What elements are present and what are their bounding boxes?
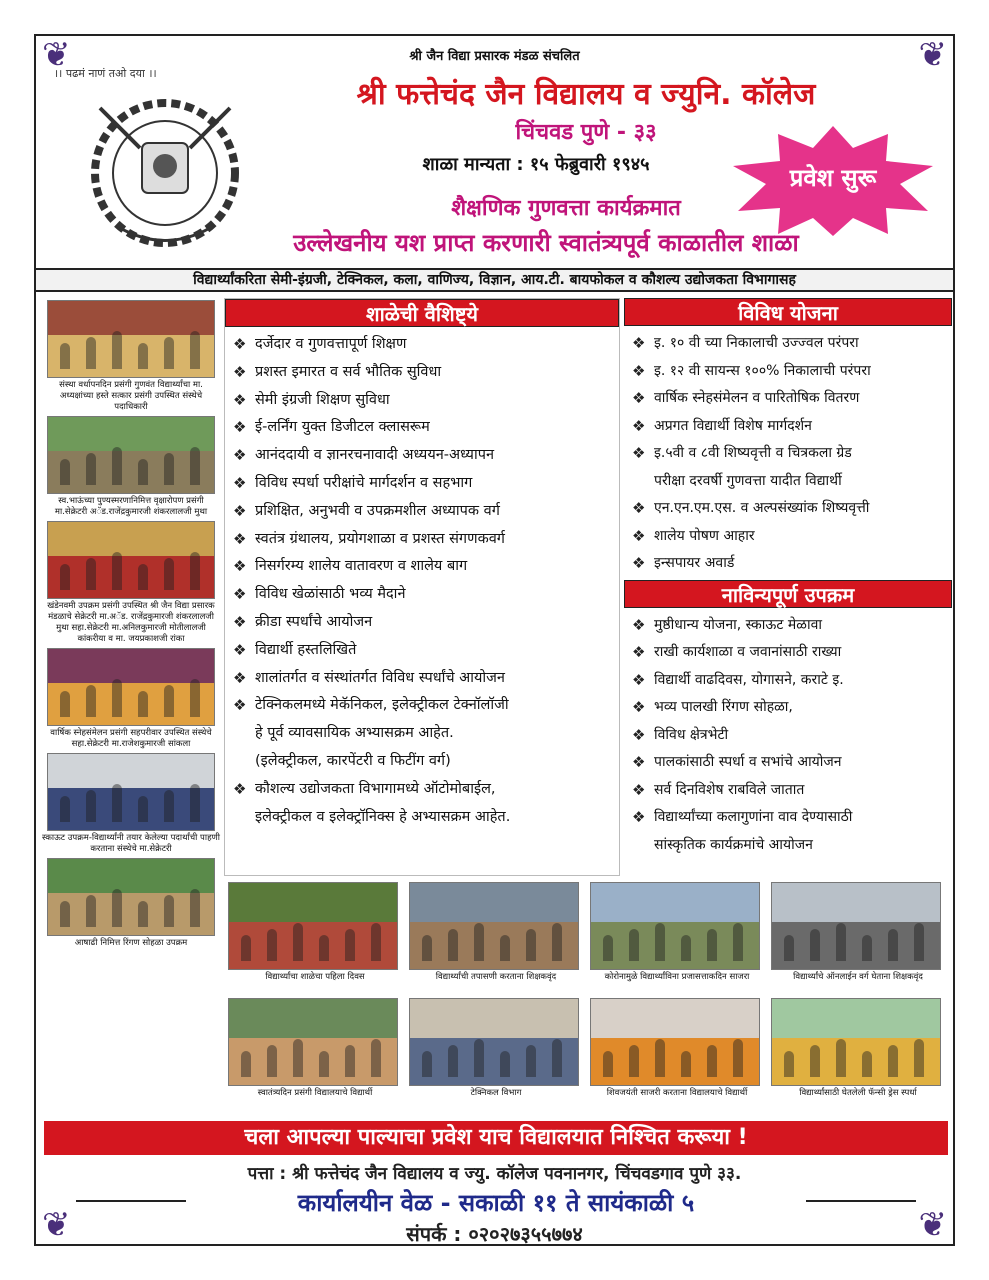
bottom-photo-cell	[409, 998, 583, 1102]
photo-caption: खंडेनवमी उपक्रम प्रसंगी उपस्थित श्री जैन विद्या प्रसारक मंडळाचे सेक्रेटरी मा.अॅड. राजेंद्रकुमारजी शंकरलालजी मुथा सहा.सेक्रेटरी मा.अनिलकुमारजी मोतीलालजी कांकरीया व मा. जयप्रकाशजी रांका	[47, 601, 215, 644]
photo-caption: कोरोनामुळे विद्यार्थ्यांविना प्रजासत्ताकदिन साजरा	[604, 972, 750, 982]
tagline-2: उल्लेखनीय यश प्राप्त करणारी स्वातंत्र्यपूर्व काळातील शाळा	[293, 229, 799, 257]
school-name: श्री फत्तेचंद जैन विद्यालय व ज्युनि. कॉलेज	[356, 77, 816, 112]
photo-caption: स्वातंत्र्यदिन प्रसंगी विद्यालयाचे विद्यार्थी	[257, 1088, 373, 1098]
list-item: ❖ इ.५वी व ८वी शिष्यवृत्ती व चित्रकला ग्रेड	[632, 440, 946, 468]
photo-caption: स्व.भाऊंच्या पुण्यस्मरणानिमित्त वृक्षारोपण प्रसंगी मा.सेक्रेटरी अॅड.राजेंद्रकुमारजी शंकरलालजी मुथा	[54, 496, 208, 517]
list-item: ❖ निसर्गरम्य शालेय वातावरण व शालेय बाग	[233, 553, 613, 581]
list-item: ❖ इन्सपायर अवार्ड	[632, 550, 946, 578]
left-photo	[47, 416, 215, 494]
motto: ।। पढमं नाणं तओ दया ।।	[54, 67, 157, 80]
right-panel	[624, 298, 952, 876]
left-photo	[47, 753, 215, 831]
list-item: ❖ प्रशस्त इमारत व सर्व भौतिक सुविधा	[233, 359, 613, 387]
list-item: हे पूर्व व्यावसायिक अभ्यासक्रम आहेत.	[255, 725, 454, 742]
list-item: परीक्षा दरवर्षी गुणवत्ता यादीत विद्यार्थी	[654, 472, 842, 489]
initiatives-list	[624, 608, 952, 860]
bottom-photo-cell	[409, 882, 583, 986]
ornament-icon: ❦	[918, 35, 947, 75]
contact-number: संपर्क : ०२०२७३५५७७४	[406, 1222, 583, 1246]
address: पत्ता : श्री फत्तेचंद जैन विद्यालय व ज्यु. कॉलेज पवनानगर, चिंचवडगाव पुणे ३३.	[247, 1164, 742, 1184]
admission-banner: चला आपल्या पाल्याचा प्रवेश याच विद्यालयात निश्चित करूया !	[44, 1121, 948, 1155]
tagline-1: शैक्षणिक गुणवत्ता कार्यक्रमात	[451, 196, 681, 221]
photo-caption: वार्षिक स्नेहसंमेलन प्रसंगी सहपरीवार उपस्थित संस्थेचे सहा.सेक्रेटरी मा.राजेशकुमारजी सांकला	[50, 728, 212, 749]
bottom-photo-grid	[228, 882, 952, 1108]
list-item: ❖ विविध खेळांसाठी भव्य मैदाने	[233, 581, 613, 609]
admission-badge: प्रवेश सुरू	[789, 164, 877, 192]
list-item: ❖ इ. १० वी च्या निकालाची उज्ज्वल परंपरा	[632, 330, 946, 358]
photo-caption: विद्यार्थ्यांचे ऑनलाईन वर्ग घेताना शिक्षकवृंद	[793, 972, 923, 982]
list-item: ❖ मुष्ठीधान्य योजना, स्काऊट मेळावा	[632, 612, 946, 640]
list-item: ❖ कौशल्य उद्योजकता विभागामध्ये ऑटोमोबाईल,	[233, 776, 613, 804]
poster	[34, 34, 955, 1246]
photo-caption: विद्यार्थ्यांचा शाळेचा पहिला दिवस	[265, 972, 365, 982]
bottom-photo-cell	[590, 998, 764, 1102]
list-item: ❖ सर्व दिनविशेष राबविले जातात	[632, 777, 946, 805]
list-item: ❖ ई-लर्निंग युक्त डिजीटल क्लासरूम	[233, 414, 613, 442]
list-item: ❖ पालकांसाठी स्पर्धा व सभांचे आयोजन	[632, 749, 946, 777]
list-item: ❖ क्रीडा स्पर्धांचे आयोजन	[233, 609, 613, 637]
list-item: ❖ एन.एन.एम.एस. व अल्पसंख्यांक शिष्यवृत्ती	[632, 495, 946, 523]
photo-caption: टेक्निकल विभाग	[470, 1088, 522, 1098]
list-item: ❖ भव्य पालखी रिंगण सोहळा,	[632, 694, 946, 722]
list-item: ❖ विविध क्षेत्रभेटी	[632, 722, 946, 750]
photo-caption: विद्यार्थ्यांची तपासणी करताना शिक्षकवृंद	[435, 972, 557, 982]
list-item: ❖ विद्यार्थी हस्तलिखिते	[233, 637, 613, 665]
bottom-photo-cell	[771, 882, 945, 986]
list-item: ❖ विद्यार्थी वाढदिवस, योगासने, कराटे इ.	[632, 667, 946, 695]
features-panel	[224, 298, 620, 876]
list-item: ❖ शालेय पोषण आहार	[632, 523, 946, 551]
bottom-photo	[409, 998, 579, 1086]
school-city: चिंचवड पुणे - ३३	[515, 120, 657, 145]
office-hours: कार्यालयीन वेळ - सकाळी ११ ते सायंकाळी ५	[186, 1186, 806, 1219]
list-item: ❖ राखी कार्यशाळा व जवानांसाठी राख्या	[632, 639, 946, 667]
list-item: ❖ सेमी इंग्रजी शिक्षण सुविधा	[233, 387, 613, 415]
photo-caption: संस्था वर्धापनदिन प्रसंगी गुणवंत विद्यार्थ्यांचा मा. अध्यक्षांच्या हस्ते सत्कार प्रसंगी उपस्थित संस्थेचे पदाधिकारी	[59, 380, 203, 412]
features-list	[225, 327, 619, 831]
initiatives-title: नाविन्यपूर्ण उपक्रम	[624, 580, 952, 608]
bottom-photo	[590, 882, 760, 970]
list-item: ❖ शालांतर्गत व संस्थांतर्गत विविध स्पर्धांचे आयोजन	[233, 665, 613, 693]
bottom-photo	[590, 998, 760, 1086]
bottom-photo	[771, 882, 941, 970]
list-item: ❖ अप्रगत विद्यार्थी विशेष मार्गदर्शन	[632, 413, 946, 441]
left-photo	[47, 521, 215, 599]
list-item: ❖ टेक्निकलमध्ये मेकॅनिकल, इलेक्ट्रीकल टेक्नॉलॉजी	[233, 692, 613, 720]
photo-caption: विद्यार्थ्यांसाठी घेतलेली फॅन्सी ड्रेस स्पर्धा	[799, 1088, 917, 1098]
bottom-photo-cell	[228, 882, 402, 986]
bottom-photo	[771, 998, 941, 1086]
left-photo-column	[42, 298, 220, 952]
photo-caption: स्काऊट उपक्रम-विद्यार्थ्यांनी तयार केलेल्या पदार्थांची पाहणी करताना संस्थेचे मा.सेक्रेटरी	[42, 833, 220, 854]
bottom-photo	[409, 882, 579, 970]
bottom-photo	[228, 998, 398, 1086]
ornament-icon: ❦	[42, 1205, 71, 1245]
list-item: ❖ स्वतंत्र ग्रंथालय, प्रयोगशाळा व प्रशस्त संगणकवर्ग	[233, 526, 613, 554]
recognition-date: शाळा मान्यता : १५ फेब्रुवारी १९४५	[422, 154, 650, 175]
schemes-title: विविध योजना	[624, 298, 952, 326]
ornament-icon: ❦	[42, 35, 71, 75]
list-item: ❖ प्रशिक्षित, अनुभवी व उपक्रमशील अध्यापक वर्ग	[233, 498, 613, 526]
left-photo	[47, 300, 215, 378]
list-item: ❖ विविध स्पर्धा परीक्षांचे मार्गदर्शन व सहभाग	[233, 470, 613, 498]
bottom-photo	[228, 882, 398, 970]
list-item: ❖ आनंददायी व ज्ञानरचनावादी अध्ययन-अध्यापन	[233, 442, 613, 470]
list-item: ❖ विद्यार्थ्यांच्या कलागुणांना वाव देण्यासाठी	[632, 804, 946, 832]
list-item: सांस्कृतिक कार्यक्रमांचे आयोजन	[654, 836, 813, 853]
photo-caption: शिवजयंती साजरी करताना विद्यालयाचे विद्यार्थी	[606, 1088, 748, 1098]
bottom-photo-cell	[590, 882, 764, 986]
list-item: ❖ दर्जेदार व गुणवत्तापूर्ण शिक्षण	[233, 331, 613, 359]
bottom-photo-cell	[228, 998, 402, 1102]
ornament-icon: ❦	[918, 1205, 947, 1245]
list-item: (इलेक्ट्रीकल, कारपेंटरी व फिटींग वर्ग)	[255, 752, 451, 769]
society-name: श्री जैन विद्या प्रसारक मंडळ संचलित	[409, 49, 580, 64]
list-item: इलेक्ट्रीकल व इलेक्ट्रॉनिक्स हे अभ्यासक्रम आहेत.	[255, 808, 511, 825]
list-item: ❖ वार्षिक स्नेहसंमेलन व पारितोषिक वितरण	[632, 385, 946, 413]
left-photo	[47, 858, 215, 936]
bottom-photo-cell	[771, 998, 945, 1102]
left-photo	[47, 648, 215, 726]
schemes-list	[624, 326, 952, 578]
departments-bar: विद्यार्थ्यांकरिता सेमी-इंग्रजी, टेक्निकल, कला, वाणिज्य, विज्ञान, आय.टी. बायफोकल व कौशल्य उद्योजकता विभागासह	[36, 268, 953, 292]
photo-caption: आषाढी निमित्त रिंगण सोहळा उपक्रम	[74, 938, 188, 948]
list-item: ❖ इ. १२ वी सायन्स १००% निकालाची परंपरा	[632, 358, 946, 386]
features-title: शाळेची वैशिष्ट्ये	[225, 299, 619, 327]
